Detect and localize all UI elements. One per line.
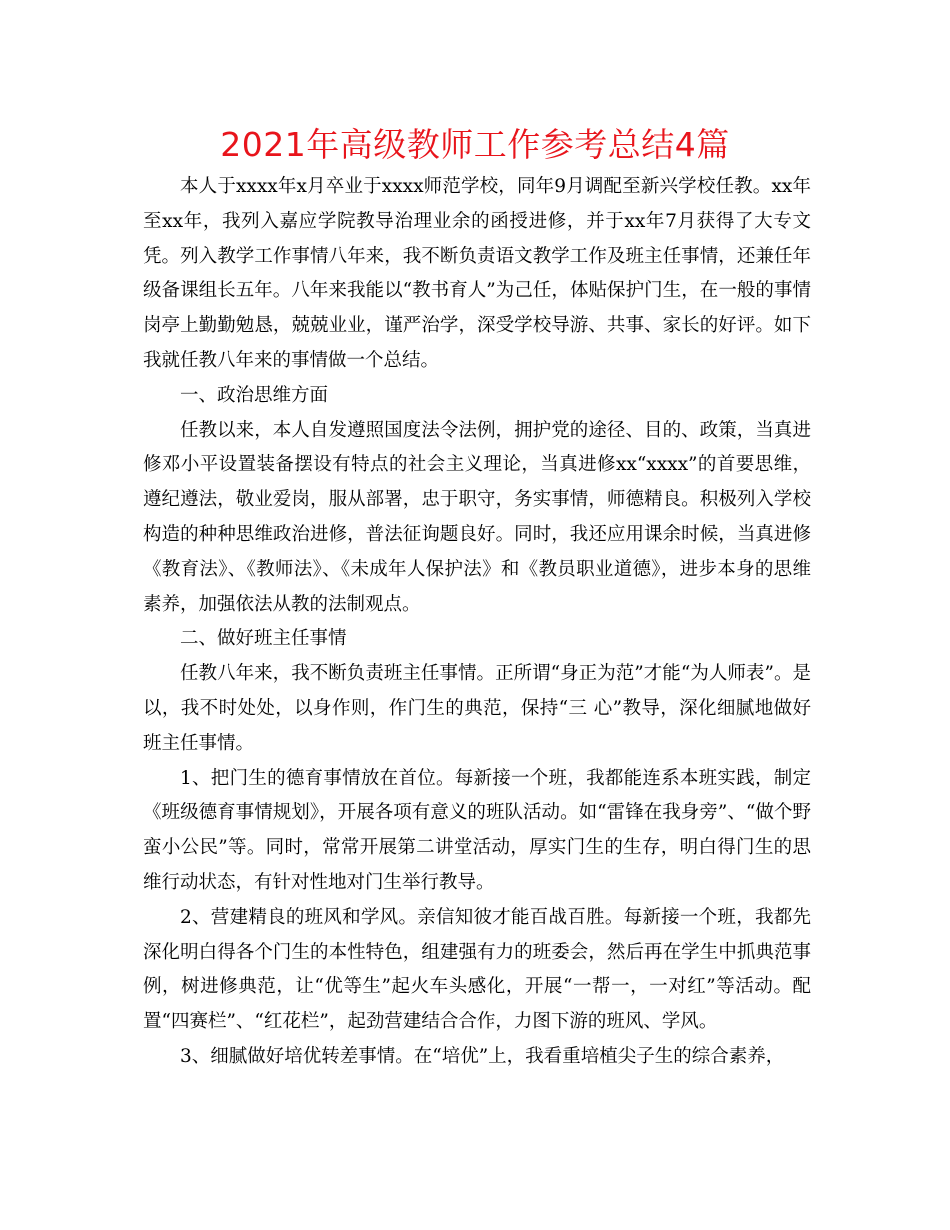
paragraph-political: 任教以来，本人自发遵照国度法令法例，拥护党的途径、目的、政策，当真进修邓小平设置装备摆设有特点的社会主义理论，当真进修xx“xxxx”的首要思维，遵纪遵法，敬业爱岗，服从部署，忠于职守，务实事情，师德精良。积极列入学校构造的种种思维政治进修，普法征询题良好。同时，我还应用课余时候，当真进修《教育法》、《教师法》、《未成年人保护法》和《教员职业道德》，进步本身的思维素养，加强依法从教的法制观点。 — [143, 419, 811, 615]
paragraph-moral-education: 1、把门生的德育事情放在首位。每新接一个班，我都能连系本班实践，制定《班级德育事情规划》，开展各项有意义的班队活动。如“雷锋在我身旁”、“做个野蛮小公民”等。同时，常常开展第二讲堂活动，厚实门生的生存，明白得门生的思维行动状态，有针对性地对门生举行教导。 — [143, 767, 811, 893]
paragraph-intro: 本人于xxxx年x月卒业于xxxx师范学校，同年9月调配至新兴学校任教。xx年至xx年，我列入嘉应学院教导治理业余的函授进修，并于xx年7月获得了大专文凭。列入教学工作事情八年来，我不断负责语文教学工作及班主任事情，还兼任年级备课组长五年。八年来我能以“教书育人”为己任，体贴保护门生，在一般的事情岗亭上勤勤勉恳，兢兢业业，谨严治学，深受学校导游、共事、家长的好评。如下我就任教八年来的事情做一个总结。 — [143, 176, 811, 371]
paragraph-top-students: 3、细腻做好培优转差事情。在“培优”上，我看重培植尖子生的综合素养， — [180, 1045, 785, 1067]
section-heading-political: 一、政治思维方面 — [180, 384, 329, 406]
paragraph-class-teacher: 任教八年来，我不断负责班主任事情。正所谓“身正为范”才能“为人师表”。是以，我不时处处，以身作则，作门生的典范，保持“三 心”教导，深化细腻地做好班主任事情。 — [143, 663, 811, 754]
section-heading-class-teacher: 二、做好班主任事情 — [180, 628, 347, 650]
paragraph-class-atmosphere: 2、营建精良的班风和学风。亲信知彼才能百战百胜。每新接一个班，我都先深化明白得各个门生的本性特色，组建强有力的班委会，然后再在学生中抓典范事例，树进修典范，让“优等生”起火车头感化，开展“一帮一，一对红”等活动。配置“四赛栏”、“红花栏”，起劲营建结合合作，力图下游的班风、学风。 — [143, 906, 811, 1033]
document-body — [143, 170, 811, 1075]
document-title: 2021年高级教师工作参考总结4篇 — [220, 125, 730, 164]
